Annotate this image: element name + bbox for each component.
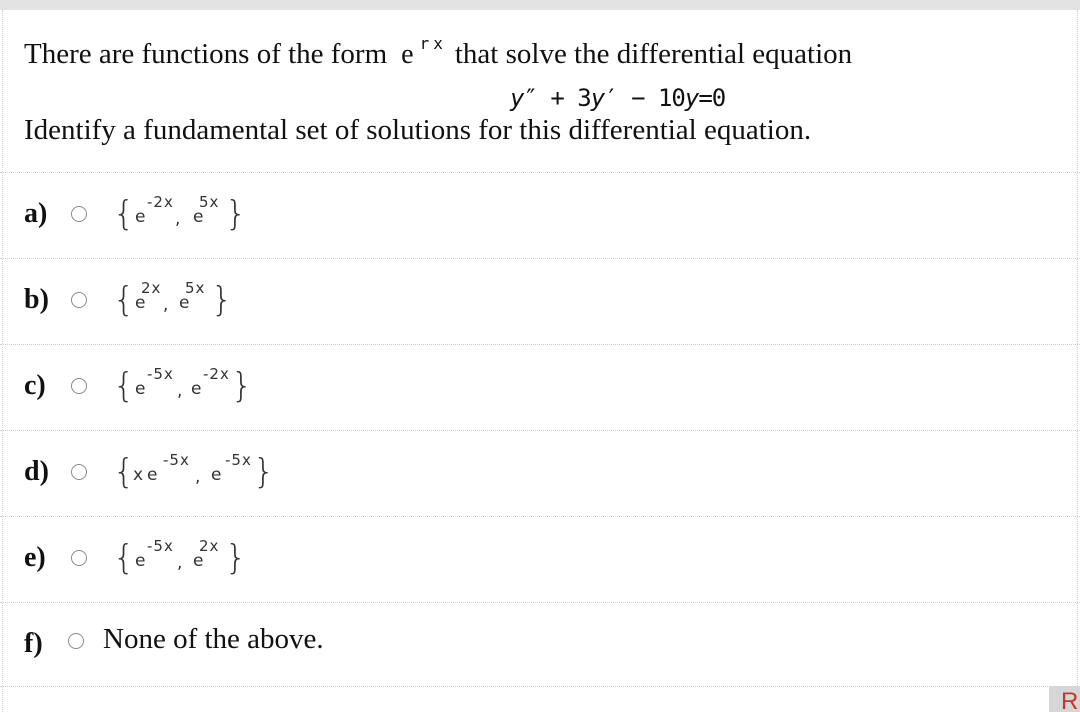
question-line-3: Identify a fundamental set of solutions for this differential equation. — [24, 114, 812, 146]
term1-base: e — [135, 207, 146, 227]
comma: , — [175, 209, 181, 229]
corner-label: R — [1061, 688, 1079, 712]
eq-prime: ′ — [604, 84, 618, 112]
brace-close: } — [231, 366, 253, 406]
eq-double-prime: ″ — [523, 84, 537, 112]
comma: , — [177, 553, 183, 573]
comma: , — [177, 381, 183, 401]
divider — [0, 686, 1080, 687]
brace-close: } — [211, 280, 233, 320]
term2-base: e — [193, 551, 204, 571]
term1-exponent: -2x — [147, 193, 174, 211]
brace-close: } — [225, 194, 247, 234]
term1-x-factor: x — [133, 465, 144, 485]
term1-base: e — [135, 551, 146, 571]
term2-exponent: 5x — [199, 193, 220, 211]
term1-exponent: -5x — [163, 451, 190, 469]
eq-y-term: y — [684, 84, 699, 112]
comma: , — [195, 467, 201, 487]
eq-plus-3: + 3 — [550, 84, 591, 112]
exp-base: e — [401, 39, 414, 70]
option-letter: e) — [24, 542, 46, 573]
eq-y-term: y — [510, 84, 524, 112]
option-letter: d) — [24, 456, 49, 487]
term1-base: e — [135, 379, 146, 399]
term2-exponent: 2x — [199, 537, 220, 555]
exp-superscript: rx — [419, 34, 447, 53]
term2-base: e — [179, 293, 190, 313]
option-a-radio[interactable] — [71, 206, 87, 222]
divider — [0, 516, 1080, 517]
eq-equals-zero: =0 — [698, 84, 726, 112]
term2-exponent: -2x — [203, 365, 230, 383]
option-f-radio[interactable] — [68, 633, 84, 649]
term1-exponent: -5x — [147, 365, 174, 383]
eq-minus-10: − 10 — [631, 84, 685, 112]
term2-base: e — [193, 207, 204, 227]
option-e-radio[interactable] — [71, 550, 87, 566]
term1-base: e — [147, 465, 158, 485]
question-text-before: There are functions of the form — [24, 38, 388, 70]
differential-equation — [510, 84, 725, 112]
option-letter: a) — [24, 198, 48, 229]
divider — [0, 344, 1080, 345]
brace-open: { — [113, 280, 135, 320]
term2-base: e — [191, 379, 202, 399]
term2-exponent: -5x — [225, 451, 252, 469]
corner-tab[interactable] — [1049, 686, 1080, 712]
option-letter: c) — [24, 370, 46, 401]
option-letter: b) — [24, 284, 49, 315]
option-letter: f) — [24, 628, 43, 659]
divider — [0, 430, 1080, 431]
divider — [0, 602, 1080, 603]
question-text-after: that solve the differential equation — [454, 38, 853, 70]
brace-open: { — [113, 366, 135, 406]
option-d-radio[interactable] — [71, 464, 87, 480]
question-line-1 — [24, 34, 853, 71]
term2-base: e — [211, 465, 222, 485]
divider — [0, 172, 1080, 173]
brace-close: } — [225, 538, 247, 578]
option-c-radio[interactable] — [71, 378, 87, 394]
term1-exponent: 2x — [141, 279, 162, 297]
option-f-text: None of the above. — [103, 623, 324, 655]
brace-open: { — [113, 538, 135, 578]
term2-exponent: 5x — [185, 279, 206, 297]
brace-open: { — [113, 194, 135, 234]
brace-open: { — [113, 452, 135, 492]
brace-close: } — [253, 452, 275, 492]
term1-base: e — [135, 293, 146, 313]
option-b-radio[interactable] — [71, 292, 87, 308]
eq-y-term: y — [590, 84, 605, 112]
comma: , — [163, 295, 169, 315]
divider — [0, 258, 1080, 259]
term1-exponent: -5x — [147, 537, 174, 555]
top-strip — [0, 0, 1080, 10]
